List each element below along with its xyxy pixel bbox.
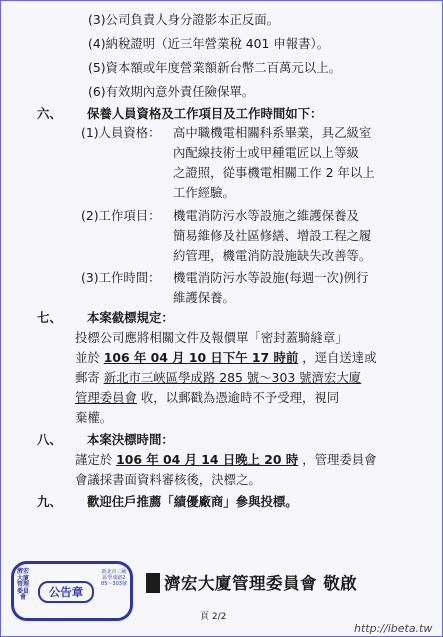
signature: 濟宏大廈管理委員會 敬啟 [164,574,358,593]
award-prefix: 謹定於 [75,452,113,467]
committee-name: 管理委員會 [75,390,137,405]
award-suffix: ，管理委員會 [302,452,377,467]
award-datetime: 106 年 04 月 14 日晚上 20 時 [116,452,299,467]
qualification-line-4: 工作經驗。 [173,185,235,200]
section-9-text: 歡迎住戶推薦「績優廠商」參與投標。 [87,494,298,509]
deadline-line-4 [75,390,339,406]
page-number: 頁 2/2 [200,612,227,622]
watermark: http://ibeta.tw [354,622,433,635]
seal-committee-text: 濟宏大廈管理委員會 [17,568,30,601]
seal-title: 公告章 [38,581,94,603]
deadline-line-3 [75,370,361,386]
work-time-label: (3)工作時間： [81,270,161,285]
qualification-line-3: 之證照，從事機電相關工作 2 年以上 [173,165,375,180]
work-time-line-2: 維護保養。 [173,290,235,305]
deadline-line-1: 投標公司應將相關文件及報價單「密封蓋騎縫章」 [75,330,348,345]
section-6-title: 保養人員資格及工作項目及工作時間如下： [87,106,323,121]
requirement-item-5: (5)資本額或年度營業額新台幣二百萬元以上。 [88,60,341,75]
section-9-number: 九、 [37,494,62,509]
section-7-number: 七、 [37,310,62,325]
deadline-line-2 [75,350,377,366]
section-6-number: 六、 [37,106,62,121]
seal-address-text: 新北市三峽區學成路285～303號 [101,569,127,587]
work-items-line-1: 機電消防污水等設施之維護保養及 [173,208,359,223]
award-line-1 [75,452,377,468]
work-items-line-2: 簡易維修及社區修繕、增設工程之履 [173,228,372,243]
requirement-item-3: (3)公司負責人身分證影本正反面。 [88,12,280,27]
mail-address: 新北市三峽區學成路 285 號～303 號濟宏大廈 [103,370,362,385]
postmark-note: 收，以郵戳為憑逾時不予受理，視同 [140,390,340,405]
mail-prefix: 郵寄 [75,370,100,385]
work-items-label: (2)工作項目： [81,208,161,223]
requirement-item-6: (6)有效期內意外責任險保單。 [88,84,255,99]
deadline-datetime: 106 年 04 月 10 日下午 17 時前 [103,350,299,365]
qualification-line-1: 高中職機電相關科系畢業，具乙級室 [173,125,372,140]
announcement-seal [11,561,133,621]
deadline-prefix: 並於 [75,350,100,365]
section-8-title: 本案決標時間： [87,432,174,447]
work-time-line-1: 機電消防污水等設施(每週一次)例行 [173,270,369,285]
award-line-2: 會議採書面資料審核後，決標之。 [75,472,261,487]
qualification-line-2: 內配線技術士或甲種電匠以上等級 [173,145,359,160]
work-items-line-3: 約管理，機電消防設施缺失改善等。 [173,248,372,263]
section-7-title: 本案截標規定： [87,310,174,325]
deadline-line-5: 棄權。 [75,410,113,425]
signature-mark-icon [146,573,160,593]
deadline-suffix: ，逕自送達或 [302,350,377,365]
requirement-item-4: (4)納稅證明（近三年營業稅 401 申報書）。 [88,36,330,51]
section-8-number: 八、 [37,432,62,447]
qualification-label: (1)人員資格： [81,125,161,140]
